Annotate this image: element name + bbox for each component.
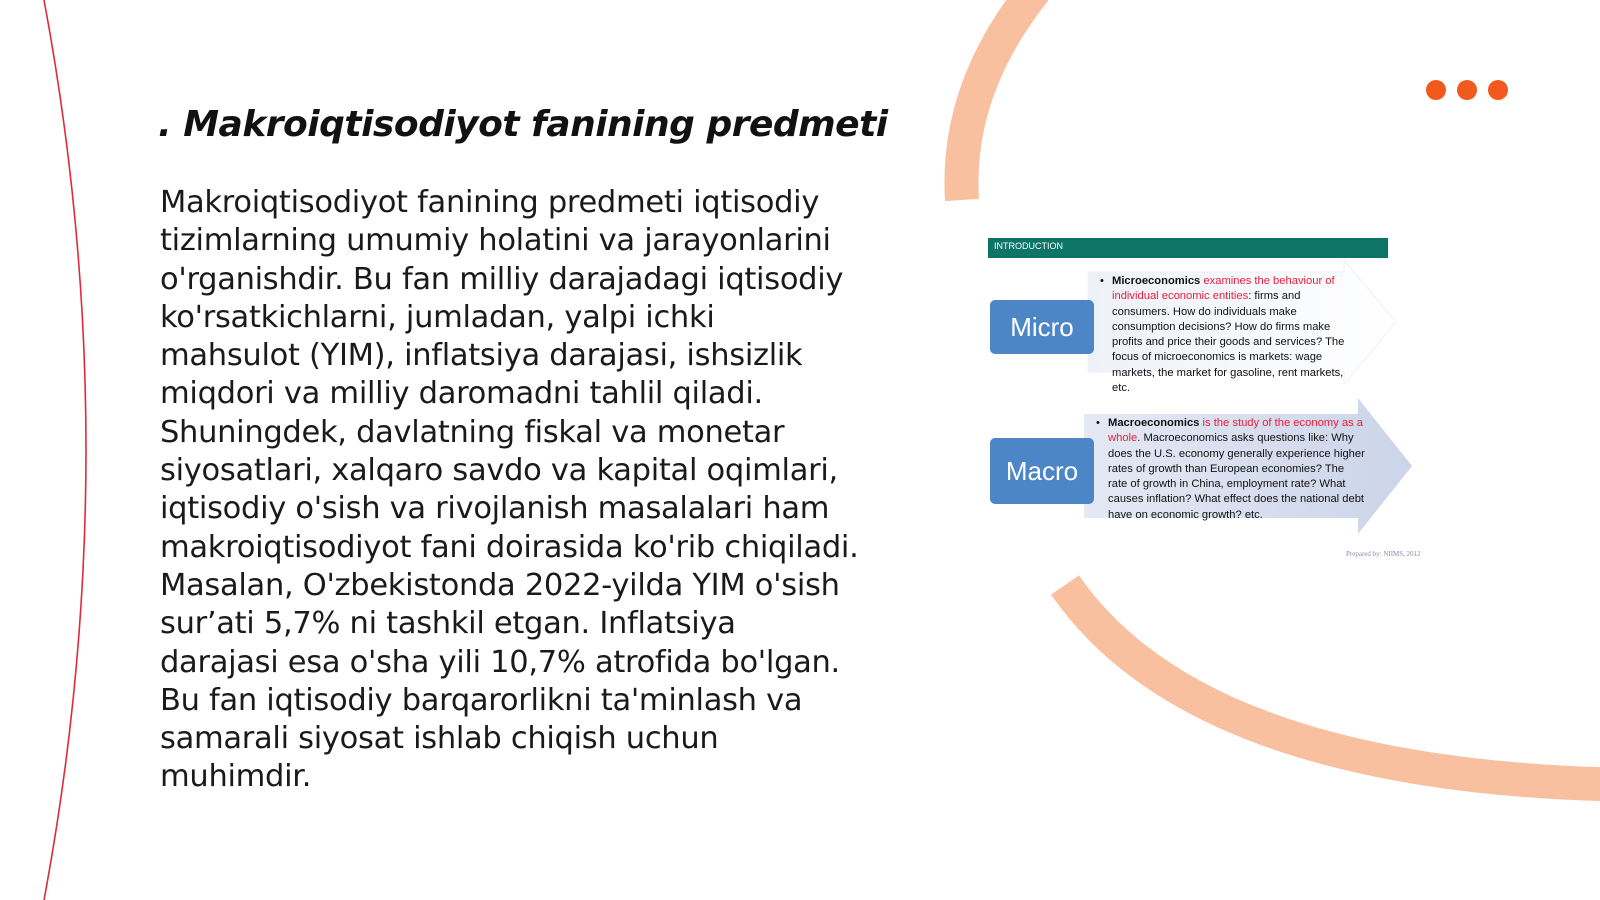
macro-term: Macroeconomics	[1108, 417, 1200, 429]
slide-title: . Makroiqtisodiyot fanining predmeti	[158, 104, 888, 145]
macro-button: Macro	[990, 438, 1094, 504]
orange-dot	[1426, 80, 1446, 100]
orange-dot	[1488, 80, 1508, 100]
figure-credit: Prepared by: NIIMS, 2012	[1346, 550, 1421, 558]
micro-highlight: examines the behaviour of individual economic entities	[1112, 275, 1335, 303]
micro-description	[1100, 274, 1360, 396]
dots-decoration	[1426, 80, 1508, 100]
bullet-icon: •	[1100, 275, 1104, 287]
micro-button: Micro	[990, 300, 1094, 354]
macro-highlight: is the study of the economy as a whole	[1108, 417, 1363, 445]
macro-rest: . Macroeconomics asks questions like: Why does the U.S. economy generally experience higher rates of growth than European economies? The rate of growth in China, employment rate? What causes inflation? What effect does the national debt have on economic growth? etc.	[1108, 432, 1365, 521]
peach-arc-top	[961, 0, 1035, 200]
peach-arc-bottom	[1065, 585, 1600, 785]
orange-dot	[1457, 80, 1477, 100]
figure-header-text: INTRODUCTION	[994, 241, 1063, 251]
micro-rest: : firms and consumers. How do individuals make consumption decisions? How do firms make profits and price their goods and services? The focus of microeconomics is markets: wage markets, the market for gasoline, rent markets, etc.	[1112, 290, 1345, 395]
micro-term: Microeconomics	[1112, 275, 1201, 287]
micro-macro-figure	[988, 238, 1438, 563]
bullet-icon: •	[1096, 417, 1100, 429]
slide-body-text: Makroiqtisodiyot fanining predmeti iqtisodiy tizimlarning umumiy holatini va jarayonlarini o'rganishdir. Bu fan milliy darajadagi iqtisodiy ko'rsatkichlarni, jumladan, yalpi ichki mahsulot (YIM), inflatsiya darajasi, ishsizlik miqdori va milliy daromadni tahlil qiladi. Shuningdek, davlatning fiskal va monetar siyosatlari, xalqaro savdo va kapital oqimlari, iqtisodiy o'sish va rivojlanish masalalari ham makroiqtisodiyot fani doirasida ko'rib chiqiladi. Masalan, O'zbekistonda 2022-yilda YIM o'sish sur’ati 5,7% ni tashkil etgan. Inflatsiya darajasi esa o'sha yili 10,7% atrofida bo'lgan. Bu fan iqtisodiy barqarorlikni ta'minlash va samarali siyosat ishlab chiqish uchun muhimdir.	[160, 185, 859, 795]
left-red-curve	[44, 0, 86, 900]
macro-description	[1096, 416, 1366, 523]
